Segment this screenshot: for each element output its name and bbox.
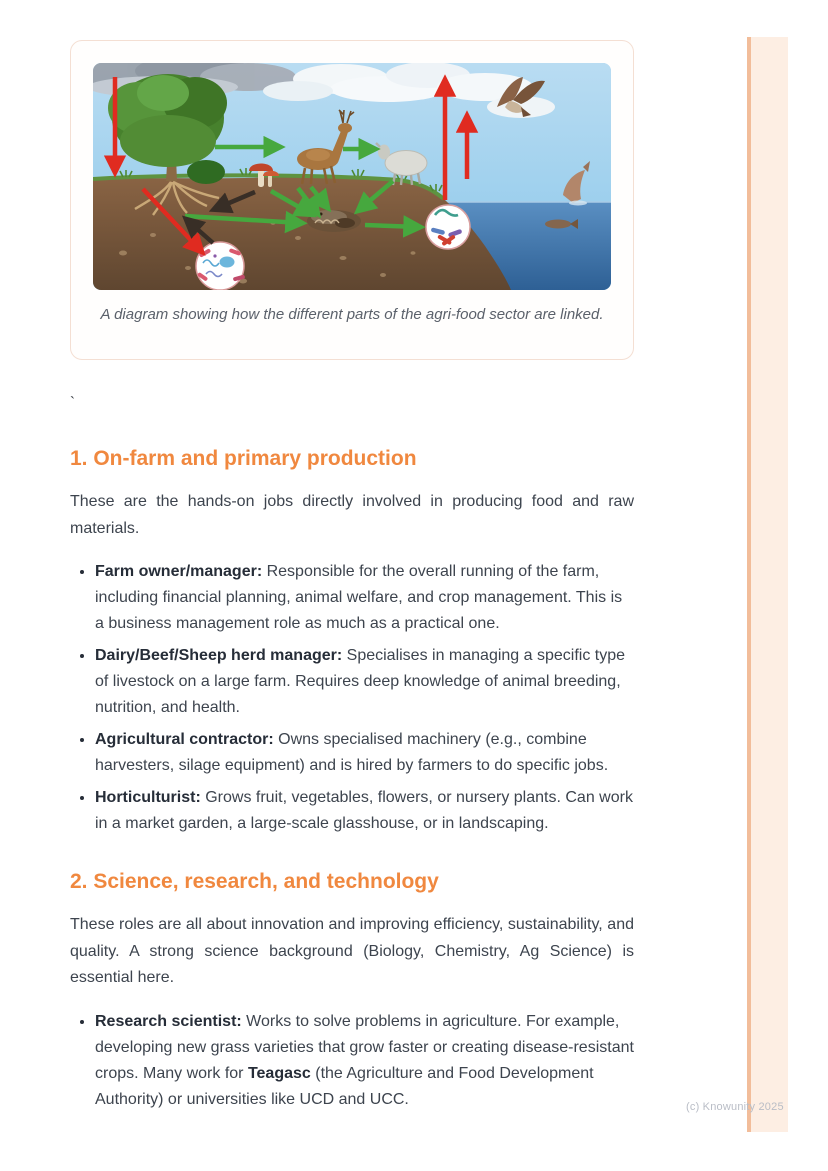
copyright-watermark: (c) Knowunity 2025 bbox=[686, 1101, 784, 1113]
bullet-item bbox=[95, 643, 634, 721]
bullet-bold-text: Dairy/Beef/Sheep herd manager: bbox=[95, 647, 343, 664]
bullet-item bbox=[95, 1009, 634, 1113]
bullet-text: Grows fruit, vegetables, flowers, or nursery plants. Can work in a market garden, a large-scale glasshouse, or in landscaping. bbox=[95, 789, 633, 832]
bullet-text: Owns specialised machinery (e.g., combine harvesters, silage equipment) and is hired by farmers to do specific jobs. bbox=[95, 731, 609, 774]
section-intro: These roles are all about innovation and improving efficiency, sustainability, and quality. A strong science background (Biology, Chemistry, Ag Science) is essential here. bbox=[70, 916, 634, 986]
bullet-list bbox=[70, 1009, 634, 1113]
bullet-bold-text: Horticulturist: bbox=[95, 789, 201, 806]
content-column bbox=[70, 40, 634, 1113]
bullet-item bbox=[95, 559, 634, 637]
soil-microbes-right-icon bbox=[426, 205, 470, 249]
soil-microbes-left-icon bbox=[196, 242, 245, 290]
bullet-text: (the Agriculture and Food Development Authority) or universities like UCD and UCC. bbox=[95, 1064, 594, 1108]
bush-icon bbox=[187, 160, 225, 184]
figure-card bbox=[70, 40, 634, 360]
section-heading-1: 1. On-farm and primary production bbox=[70, 447, 417, 470]
bullet-list bbox=[70, 559, 634, 837]
bullet-bold-text: Agricultural contractor: bbox=[95, 731, 274, 748]
bullet-item bbox=[95, 785, 634, 837]
figure-caption: A diagram showing how the different parts of the agri-food sector are linked. bbox=[100, 306, 604, 323]
ecosystem-svg bbox=[93, 63, 611, 290]
bullet-text: Responsible for the overall running of the farm, including financial planning, animal welfare, and crop management. This is a business management role as much as a practical one. bbox=[95, 563, 623, 632]
bullet-text: Specialises in managing a specific type of livestock on a large farm. Requires deep knowledge of animal breeding, nutrition, and health. bbox=[95, 647, 626, 716]
section-heading-2: 2. Science, research, and technology bbox=[70, 870, 439, 893]
bullet-item bbox=[95, 727, 634, 779]
bullet-text: Works to solve problems in agriculture. For example, developing new grass varieties that grow faster or creating disease-resistant crops. Many work for bbox=[95, 1012, 634, 1082]
sections-container bbox=[70, 446, 634, 1113]
stray-backtick: ` bbox=[70, 394, 75, 411]
ecosystem-illustration bbox=[93, 63, 611, 290]
section-intro: These are the hands-on jobs directly involved in producing food and raw materials. bbox=[70, 493, 634, 537]
bullet-bold-text: Research scientist: bbox=[95, 1012, 242, 1030]
page-edge-stripe bbox=[747, 37, 788, 1132]
bullet-bold-text: Teagasc bbox=[247, 1064, 311, 1082]
bullet-bold-text: Farm owner/manager: bbox=[95, 563, 263, 580]
